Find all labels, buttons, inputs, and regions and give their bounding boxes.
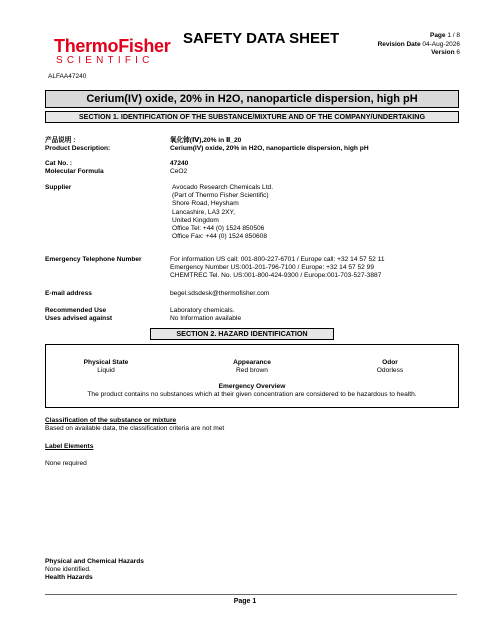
supplier-line: Avocado Research Chemicals Ltd.: [172, 184, 274, 191]
scientific-logo-text: SCIENTIFIC: [56, 55, 154, 66]
thermofisher-logo: ThermoFisher: [54, 36, 171, 56]
molecular-formula-label: Molecular Formula: [45, 168, 104, 175]
email-value[interactable]: begel.sdsdesk@thermofisher.com: [170, 290, 270, 297]
revision-value: 04-Aug-2026: [422, 40, 460, 48]
emergency-phone-line2: Emergency Number US:001-201-796-7100 / Europe: +32 14 57 52 99: [170, 264, 374, 271]
supplier-label: Supplier: [45, 184, 72, 191]
supplier-address: [172, 184, 273, 241]
emergency-overview-label: Emergency Overview: [218, 383, 286, 390]
emergency-phone-line1: For information US call: 001-800-227-6701 / Europe call: +32 14 57 52 11: [170, 256, 385, 263]
emergency-phone-label: Emergency Telephone Number: [45, 256, 142, 263]
document-title: SAFETY DATA SHEET: [183, 30, 340, 47]
document-meta: [378, 32, 460, 58]
page-footer: Page 1: [233, 598, 257, 605]
appearance-label: Appearance: [233, 359, 271, 366]
section2-title: SECTION 2. HAZARD IDENTIFICATION: [150, 328, 334, 340]
label-elements-text: None required: [45, 460, 87, 467]
label-elements-heading: Label Elements: [45, 443, 94, 450]
classification-heading: Classification of the substance or mixture: [45, 417, 177, 424]
supplier-line: Lancashire, LA3 2XY,: [172, 208, 235, 216]
odor-value: Odorless: [376, 367, 404, 375]
uses-advised-against-label: Uses advised against: [45, 315, 113, 322]
supplier-line: Office Fax: +44 (0) 1524 850608: [172, 233, 268, 241]
page-label: Page: [429, 32, 446, 39]
appearance-value: Red brown: [236, 367, 268, 375]
section1-title: SECTION 1. IDENTIFICATION OF THE SUBSTANCE/MIXTURE AND OF THE COMPANY/UNDERTAKING: [45, 111, 459, 123]
health-hazards-heading: Health Hazards: [45, 574, 93, 581]
recommended-use-value: Laboratory chemicals.: [170, 307, 235, 314]
revision-label: Revision Date: [377, 40, 421, 48]
cat-no-value: 47240: [170, 160, 189, 167]
physical-state-value: Liquid: [97, 367, 115, 375]
cn-product-label: 产品说明 :: [45, 137, 76, 144]
recommended-use-label: Recommended Use: [45, 307, 107, 314]
appearance: [192, 359, 312, 375]
emergency-phone-line3: CHEMTREC Tel. No. US:001-800-424-9300 / Europe:001-703-527-3887: [170, 272, 382, 279]
molecular-formula-value: CeO2: [170, 168, 188, 175]
footer-divider: [45, 594, 457, 595]
page-value: 1 / 8: [447, 32, 460, 39]
version-value: 6: [456, 49, 460, 57]
supplier-line: (Part of Thermo Fisher Scientific): [172, 192, 269, 200]
odor: [330, 359, 450, 375]
product-title: Cerium(IV) oxide, 20% in H2O, nanoparticle dispersion, high pH: [45, 90, 459, 108]
supplier-line: Shore Road, Heysham: [172, 200, 239, 208]
product-id: ALFAA47240: [48, 73, 87, 80]
emergency-overview-value: The product contains no substances which at their given concentration are considered to be hazardous to health.: [87, 391, 417, 398]
physical-state-label: Physical State: [83, 359, 129, 366]
product-description-label: Product Description:: [45, 145, 111, 152]
version-label: Version: [431, 49, 455, 57]
supplier-line: Office Tel: +44 (0) 1524 850506: [172, 225, 265, 233]
cat-no-label: Cat No. :: [45, 160, 73, 167]
phys-chem-hazards-heading: Physical and Chemical Hazards: [45, 558, 144, 565]
hazard-summary-box: [45, 344, 459, 408]
product-description-value: Cerium(IV) oxide, 20% in H2O, nanoparticle dispersion, high pH: [170, 145, 369, 152]
cn-product-value: 氧化铈(Ⅳ),20% in Ⅱ_20: [170, 137, 242, 144]
supplier-line: United Kingdom: [172, 216, 219, 224]
odor-label: Odor: [382, 359, 398, 366]
phys-chem-hazards-text: None identified.: [45, 566, 91, 573]
email-label: E-mail address: [45, 290, 92, 297]
classification-text: Based on available data, the classification criteria are not met: [45, 425, 225, 432]
uses-advised-against-value: No Information available: [170, 315, 242, 322]
physical-state: [46, 359, 166, 375]
